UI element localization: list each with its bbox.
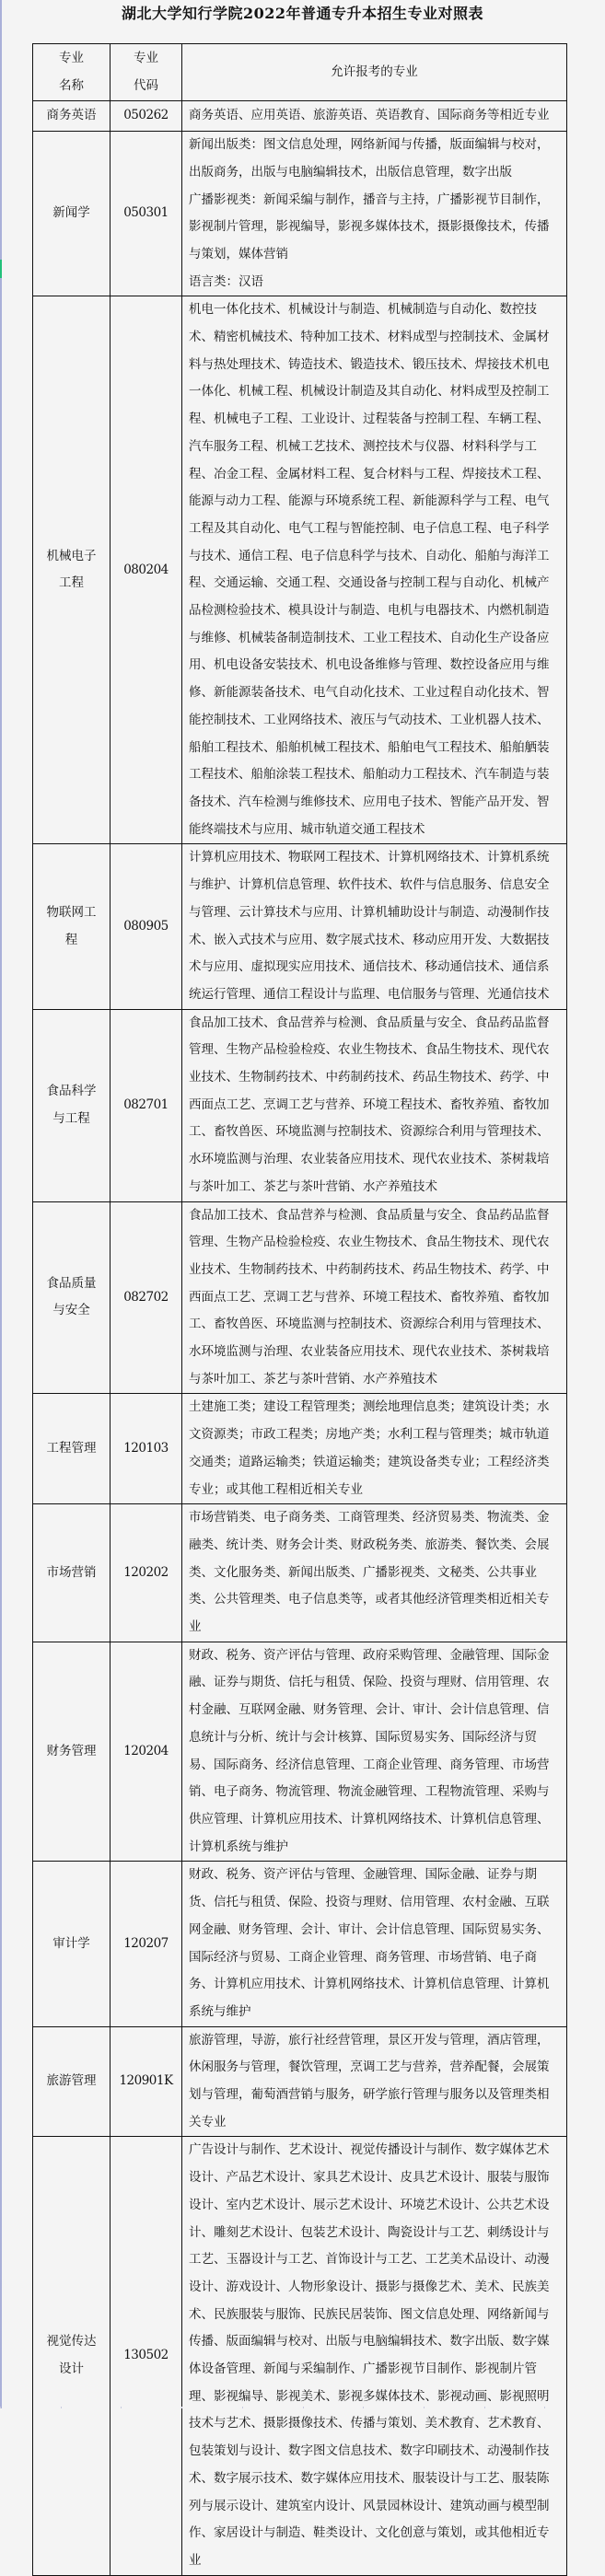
header-major-name-line1: 专业 — [59, 51, 84, 65]
document-title: 湖北大学知行学院2022年普通专升本招生专业对照表 — [121, 5, 484, 22]
allowed-majors-text: 土建施工类；建设工程管理类；测绘地理信息类；建筑设计类；水文资源类；市政工程类；房地产类；水利工程与管理类；城市轨道交通类；道路运输类；铁道运输类；建筑设备类专业；工程经济类专业；或其他工程相近相关专业 — [189, 1399, 550, 1497]
allowed-majors — [182, 1009, 567, 1201]
major-name: 审计学 — [33, 1862, 111, 2026]
major-code: 050262 — [111, 101, 182, 132]
major-code: 120103 — [111, 1394, 182, 1504]
major-name: 物联网工程 — [33, 844, 111, 1009]
table-row — [33, 844, 567, 1009]
header-major-name — [33, 44, 111, 101]
major-code: 120204 — [111, 1642, 182, 1862]
major-code: 082701 — [111, 1009, 182, 1201]
scroll-marker — [0, 260, 2, 278]
major-code: 080905 — [111, 844, 182, 1009]
major-name: 旅游管理 — [33, 2026, 111, 2137]
major-code: 120202 — [111, 1504, 182, 1642]
table-row — [33, 132, 567, 296]
table-row — [33, 1201, 567, 1394]
allowed-majors-text: 财政、税务、资产评估与管理、政府采购管理、金融管理、国际金融、证券与期货、信托与租赁、保险、投资与理财、信用管理、农村金融、互联网金融、财务管理、会计、审计、会计信息管理、信息统计与分析、统计与会计核算、国际贸易实务、国际经济与贸易、国际商务、经济信息管理、工商企业管理、商务管理、市场营销、电子商务、物流管理、物流金融管理、工程物流管理、采购与供应管理、计算机应用技术、计算机网络技术、计算机信息管理、计算机系统与维护 — [189, 1647, 550, 1854]
allowed-majors-text: 机电一体化技术、机械设计与制造、机械制造与自动化、数控技术、精密机械技术、特种加工技术、材料成型与控制技术、金属材料与热处理技术、铸造技术、锻造技术、锻压技术、焊接技术机电一体化、机械工程、机械设计制造及其自动化、材料成型及控制工程、机械电子工程、工业设计、过程装备与控制工程、车辆工程、汽车服务工程、机械工艺技术、测控技术与仪器、材料科学与工程、冶金工程、金属材料工程、复合材料与工程、焊接技术工程、能源与动力工程、能源与环境系统工程、新能源科学与工程、电气工程及其自动化、电气工程与智能控制、电子信息工程、电子科学与技术、通信工程、电子信息科学与技术、自动化、船舶与海洋工程、交通运输、交通工程、交通设备与控制工程与自动化、机械产品检测检验技术、模具设计与制造、电机与电器技术、内燃机制造与维修、机械装备制造制技术、工业工程技术、自动化生产设备应用、机电设备安装技术、机电设备维修与管理、数控设备应用与维修、新能源装备技术、电气自动化技术、工业过程自动化技术、智能控制技术、工业网络技术、液压与气动技术、工业机器人技术、船舶工程技术、船舶机械工程技术、船舶电气工程技术、船舶舾装工程技术、船舶涂装工程技术、船舶动力工程技术、汽车制造与装备技术、汽车检测与维修技术、应用电子技术、智能产品开发、智能终端技术与应用、城市轨道交通工程技术 — [189, 302, 550, 837]
allowed-majors — [182, 296, 567, 844]
table-row — [33, 1862, 567, 2026]
major-mapping-table — [32, 43, 567, 2576]
allowed-majors — [182, 1504, 567, 1642]
allowed-majors — [182, 101, 567, 132]
allowed-majors — [182, 1642, 567, 1862]
table-row — [33, 1009, 567, 1201]
allowed-majors-text: 食品加工技术、食品营养与检测、食品质量与安全、食品药品监督管理、生物产品检验检疫、农业生物技术、食品生物技术、现代农业技术、生物制药技术、中药制药技术、药品生物技术、药学、中西面点工艺、烹调工艺与营养、环境工程技术、畜牧养殖、畜牧加工、畜牧兽医、环境监测与控制技术、资源综合利用与管理技术、水环境监测与治理、农业装备应用技术、现代农业技术、茶树栽培与茶叶加工、茶艺与茶叶营销、水产养殖技术 — [189, 1207, 550, 1387]
table-body — [33, 101, 567, 2575]
table-row — [33, 296, 567, 844]
major-name: 市场营销 — [33, 1504, 111, 1642]
major-name: 新闻学 — [33, 132, 111, 296]
allowed-majors — [182, 1862, 567, 2026]
table-row — [33, 2026, 567, 2137]
allowed-majors — [182, 844, 567, 1009]
major-code: 080204 — [111, 296, 182, 844]
allowed-majors-text: 商务英语、应用英语、旅游英语、英语教育、国际商务等相近专业 — [189, 108, 550, 123]
major-name: 机械电子工程 — [33, 296, 111, 844]
allowed-majors-text: 财政、税务、资产评估与管理、金融管理、国际金融、证券与期货、信托与租赁、保险、投资与理财、信用管理、农村金融、互联网金融、财务管理、会计、审计、会计信息管理、国际贸易实务、国际经济与贸易、工商企业管理、商务管理、市场营销、电子商务、计算机应用技术、计算机网络技术、计算机信息管理、计算机系统与维护 — [189, 1867, 550, 2019]
allowed-majors-text: 广播影视类：新闻采编与制作，播音与主持，广播影视节目制作，影视制片管理，影视编导，影视多媒体技术，摄影摄像技术，传播与策划，媒体营销 — [189, 191, 550, 261]
header-major-code-line1: 专业 — [134, 51, 158, 65]
header-major-code — [111, 44, 182, 101]
allowed-majors — [182, 1201, 567, 1394]
major-code: 050301 — [111, 132, 182, 296]
header-allowed-majors: 允许报考的专业 — [182, 44, 567, 101]
major-name: 工程管理 — [33, 1394, 111, 1504]
allowed-majors — [182, 2026, 567, 2137]
table-row — [33, 1642, 567, 1862]
window-left-edge — [0, 0, 2, 2408]
allowed-majors-text: 计算机应用技术、物联网工程技术、计算机网络技术、计算机系统与维护、计算机信息管理、软件技术、软件与信息服务、信息安全与管理、云计算技术与应用、计算机辅助设计与制造、动漫制作技术、嵌入式技术与应用、数字展式技术、移动应用开发、大数据技术与应用、虚拟现实应用技术、通信技术、移动通信技术、通信系统运行管理、通信工程设计与监理、电信服务与管理、光通信技术 — [189, 850, 550, 1002]
header-major-code-line2: 代码 — [134, 77, 158, 93]
major-code: 120207 — [111, 1862, 182, 2026]
table-row — [33, 1394, 567, 1504]
allowed-majors-text: 语言类：汉语 — [189, 273, 263, 289]
allowed-majors-text: 新闻出版类：图文信息处理，网络新闻与传播，版面编辑与校对，出版商务，出版与电脑编辑技术，出版信息管理，数字出版 — [189, 137, 550, 180]
table-row — [33, 1504, 567, 1642]
header-major-name-line2: 名称 — [59, 77, 84, 93]
allowed-majors — [182, 1394, 567, 1504]
allowed-majors-text: 广告设计与制作、艺术设计、视觉传播设计与制作、数字媒体艺术设计、产品艺术设计、家具艺术设计、皮具艺术设计、服装与服饰设计、室内艺术设计、展示艺术设计、环境艺术设计、公共艺术设计、雕刻艺术设计、包装艺术设计、陶瓷设计与工艺、刺绣设计与工艺、玉器设计与工艺、首饰设计与工艺、工艺美术品设计、动漫设计、游戏设计、人物形象设计、摄影与摄像艺术、美术、民族美术、民族服装与服饰、民族民居装饰、图文信息处理、网络新闻与传播、版面编辑与校对、出版与电脑编辑技术、数字出版、数字媒体设备管理、新闻与采编制作、广播影视节目制作、影视制片管理、影视编导、影视美术、影视多媒体技术、影视动画、影视照明技术与艺术、摄影摄像技术、传播与策划、美术教育、艺术教育、包装策划与设计、数字图文信息技术、数字印刷技术、动漫制作技术、数字展示技术、数字媒体应用技术、服装设计与工艺、服装陈列与展示设计、建筑室内设计、风景园林设计、建筑动画与模型制作、家居设计与制造、鞋类设计、文化创意与策划，或其他相近专业 — [189, 2142, 550, 2568]
table-row — [33, 101, 567, 132]
major-name: 商务英语 — [33, 101, 111, 132]
allowed-majors-text: 市场营销类、电子商务类、工商管理类、经济贸易类、物流类、金融类、统计类、财务会计类、财政税务类、旅游类、餐饮类、会展类、文化服务类、新闻出版类、广播影视类、文秘类、公共事业类、公共管理类、电子信息类等，或者其他经济管理类相近相关专业 — [189, 1510, 550, 1635]
major-name: 视觉传达设计 — [33, 2137, 111, 2575]
allowed-majors-text: 食品加工技术、食品营养与检测、食品质量与安全、食品药品监督管理、生物产品检验检疫、农业生物技术、食品生物技术、现代农业技术、生物制药技术、中药制药技术、药品生物技术、药学、中西面点工艺、烹调工艺与营养、环境工程技术、畜牧养殖、畜牧加工、畜牧兽医、环境监测与控制技术、资源综合利用与管理技术、水环境监测与治理、农业装备应用技术、现代农业技术、茶树栽培与茶叶加工、茶艺与茶叶营销、水产养殖技术 — [189, 1015, 550, 1194]
allowed-majors — [182, 2137, 567, 2575]
major-code: 130502 — [111, 2137, 182, 2575]
major-name: 食品科学与工程 — [33, 1009, 111, 1201]
major-name: 食品质量与安全 — [33, 1201, 111, 1394]
allowed-majors — [182, 132, 567, 296]
table-header-row — [33, 44, 567, 101]
allowed-majors-text: 旅游管理，导游，旅行社经营管理，景区开发与管理，酒店管理，休闲服务与管理，餐饮管理，烹调工艺与营养，营养配餐，会展策划与管理，葡萄酒营销与服务，研学旅行管理与服务以及管理类相关专业 — [189, 2032, 550, 2129]
table-row — [33, 2137, 567, 2575]
major-code: 082702 — [111, 1201, 182, 1394]
major-name: 财务管理 — [33, 1642, 111, 1862]
major-code: 120901K — [111, 2026, 182, 2137]
